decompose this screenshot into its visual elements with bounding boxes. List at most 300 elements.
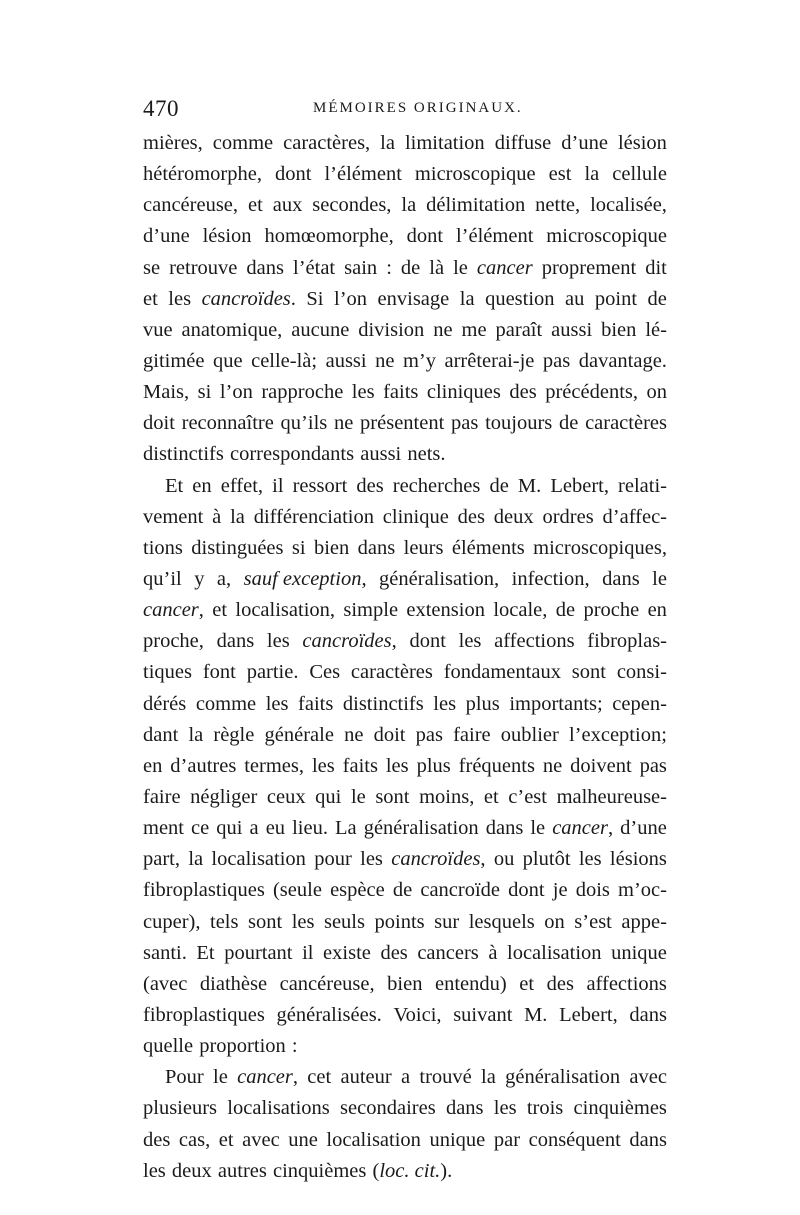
text-line (143, 875, 667, 906)
word: avec (629, 1066, 667, 1089)
word: en (647, 599, 667, 622)
word: la (380, 132, 395, 154)
word: doit (373, 723, 406, 746)
word: fibroplas- (587, 630, 667, 653)
word: malheureuse- (556, 785, 667, 808)
word: le (652, 567, 667, 590)
word: d’autres (170, 754, 237, 777)
word: distinguées (191, 536, 284, 559)
word: avec (242, 1128, 280, 1151)
word: font (202, 661, 236, 684)
word: secondaires (340, 1097, 436, 1120)
word: sont (247, 910, 283, 933)
word: toujours (485, 412, 553, 435)
word: des (546, 972, 574, 995)
word: dans (602, 567, 640, 590)
word: cancer, (237, 1066, 298, 1089)
word: suivant (453, 1003, 513, 1026)
word: nette, (535, 194, 581, 217)
text-line (143, 751, 667, 782)
word: cancroïdes. (201, 287, 296, 310)
word: et (483, 785, 499, 808)
text-line (143, 253, 667, 284)
word: sauf exception, (243, 567, 367, 590)
word: je (552, 879, 568, 902)
word: les (385, 754, 409, 777)
text-line (143, 626, 667, 657)
word: Ces (309, 661, 341, 684)
text-line (143, 844, 667, 875)
word: dont (406, 225, 444, 248)
word: mières, (143, 132, 203, 154)
word: extension (406, 599, 485, 622)
word: s’est (574, 910, 612, 933)
word: les (266, 630, 290, 653)
word: aussi (551, 318, 593, 341)
word: dans (629, 1128, 667, 1151)
word: des (380, 941, 408, 964)
word: bien (601, 318, 637, 341)
word: et (247, 194, 263, 217)
word: est (548, 163, 572, 186)
word: localisation (507, 941, 602, 964)
word: ne (542, 754, 563, 777)
word: l’élément (455, 225, 534, 248)
text-line (143, 1000, 667, 1031)
word: dois (575, 879, 610, 902)
word: localisée, (590, 194, 667, 217)
word: la (230, 505, 245, 528)
word: et (218, 1128, 234, 1151)
word: lésion (202, 225, 252, 248)
text-line (143, 595, 667, 626)
word: ne (375, 349, 395, 372)
word: les (360, 848, 383, 871)
word: aucune (291, 318, 350, 341)
body-text (143, 128, 667, 1187)
word: santi. (143, 941, 187, 964)
word: différenciation (253, 505, 374, 528)
word: éléments (451, 536, 525, 559)
word: ne (333, 412, 354, 435)
word: anatomique, (181, 318, 283, 341)
word: a (249, 817, 259, 840)
word: règle (213, 723, 255, 746)
word: bien (387, 972, 423, 995)
word: dans (629, 1003, 667, 1026)
word: de (555, 599, 576, 622)
word: hétéromorphe, (143, 163, 262, 186)
word: le (530, 817, 546, 840)
word: les (168, 287, 192, 310)
word: on (646, 381, 667, 404)
word: les (578, 848, 602, 871)
word: deux (171, 1159, 212, 1182)
word: généralisées. (276, 1003, 382, 1026)
text-line (143, 315, 667, 346)
text-line (143, 128, 667, 159)
word: me (461, 318, 487, 341)
word: cancroïdes, (302, 630, 397, 653)
word: termes, (244, 754, 305, 777)
word: aussi (325, 349, 367, 372)
text-line (143, 471, 667, 502)
word: simple (343, 599, 399, 622)
word: plus (416, 754, 451, 777)
word: il (302, 941, 314, 964)
word: les (291, 910, 315, 933)
word: recherches (392, 474, 481, 497)
word: ordres (542, 505, 594, 528)
text-line (143, 533, 667, 564)
word: les (265, 692, 289, 715)
text-line (143, 564, 667, 595)
word: trois (526, 1097, 564, 1120)
word: relati- (618, 474, 667, 497)
word: La (335, 817, 357, 840)
text-line (143, 813, 667, 844)
word: lesquels (468, 910, 535, 933)
word: lieu. (292, 817, 328, 840)
word: le (453, 256, 468, 279)
word: lésion (617, 132, 667, 154)
word: de (558, 412, 579, 435)
word: cancéreuse, (279, 972, 375, 995)
word: dans (485, 817, 524, 840)
word: et (143, 287, 158, 310)
word: limitation (404, 132, 485, 154)
word: caractères (350, 661, 433, 684)
word: faits (383, 381, 419, 404)
word: et (212, 599, 228, 622)
word: ceux (266, 785, 306, 808)
word: caractères, (283, 132, 371, 154)
word: Et (196, 941, 215, 964)
word: aussi (360, 443, 402, 466)
word: : (386, 256, 392, 279)
text-line (143, 969, 667, 1000)
word: division (358, 318, 425, 341)
word: cliniques (426, 381, 501, 404)
word: cinquièmes (273, 1159, 367, 1182)
word: points (374, 910, 425, 933)
word: une (288, 1128, 318, 1151)
word: la (401, 194, 417, 217)
word: y (194, 567, 205, 590)
word: fréquents (458, 754, 535, 777)
word: les (433, 692, 457, 715)
word: si (197, 381, 212, 404)
word: la (188, 848, 204, 871)
word: les (493, 1097, 517, 1120)
word: localisation (326, 1128, 421, 1151)
word: des (509, 381, 537, 404)
word: sur (434, 910, 460, 933)
word: générale (264, 723, 334, 746)
word: la (188, 723, 204, 746)
word: cancer (476, 256, 533, 279)
word: d’affec- (602, 505, 667, 528)
word: Pour (165, 1066, 204, 1089)
word: dont (275, 163, 312, 186)
word: pourtant (224, 941, 293, 964)
word: reconnaître (181, 412, 274, 435)
word: si (291, 536, 306, 559)
text-line (143, 689, 667, 720)
text-line (143, 284, 667, 315)
word: dérés (143, 692, 187, 715)
word: l’exception; (568, 723, 667, 746)
word: généralisation (363, 817, 479, 840)
word: existe (323, 941, 371, 964)
word: : (291, 1035, 298, 1058)
word: envisage (377, 287, 450, 310)
text-line (143, 190, 667, 221)
word: qui (216, 817, 243, 840)
word: de (392, 879, 413, 902)
word: l’on (334, 287, 368, 310)
word: clinique (382, 505, 449, 528)
word: pas (639, 754, 667, 777)
word: les (458, 630, 482, 653)
word: localisation (211, 848, 306, 871)
word: Mais, (143, 381, 190, 404)
word: qu’ils (280, 412, 328, 435)
word: négliger (190, 785, 258, 808)
word: Voici, (393, 1003, 442, 1026)
word: importants; (509, 692, 603, 715)
text-line (143, 502, 667, 533)
word: m’y (402, 349, 436, 372)
word: a (400, 1066, 411, 1089)
word: (seule (272, 879, 322, 902)
word: faire (143, 785, 181, 808)
word: ressort (292, 474, 348, 497)
word: il (272, 474, 284, 497)
word: sain (344, 256, 378, 279)
text-line (143, 907, 667, 938)
text-line (143, 938, 667, 969)
word: pour (314, 848, 352, 871)
word: partie. (246, 661, 299, 684)
word: plusieurs (143, 1097, 218, 1120)
word: le (213, 1066, 228, 1089)
word: délimitation (426, 194, 526, 217)
word: à (488, 941, 498, 964)
word: sont (571, 661, 606, 684)
word: dont (508, 879, 545, 902)
word: généralisation (505, 1066, 621, 1089)
word: qu’il (143, 567, 182, 590)
word: cancer, (552, 817, 614, 840)
word: la (481, 1066, 496, 1089)
word: que (212, 349, 243, 372)
word: distinctifs (143, 443, 224, 466)
word: au (565, 287, 585, 310)
word: généralisation, (379, 567, 500, 590)
word: m’oc- (618, 879, 667, 902)
word: fibroplastiques (143, 1003, 265, 1026)
word: entendu) (435, 972, 507, 995)
word: comme (195, 692, 257, 715)
word: ne (433, 318, 453, 341)
word: de (489, 474, 509, 497)
word: de (400, 256, 421, 279)
word: cellule (612, 163, 667, 186)
word: seuls (323, 910, 365, 933)
word: microscopique (414, 163, 536, 186)
word: cinquièmes (573, 1097, 667, 1120)
word: diathèse (199, 972, 268, 995)
word: faire (453, 723, 491, 746)
word: proche (583, 599, 640, 622)
word: (loc. cit.). (372, 1159, 453, 1182)
word: part, (143, 848, 180, 871)
word: fibroplastiques (143, 879, 265, 902)
word: espèce (330, 879, 385, 902)
text-line (143, 377, 667, 408)
word: cancéreuse, (143, 194, 239, 217)
word: dans (246, 256, 284, 279)
word: retrouve (169, 256, 238, 279)
word: caractères (585, 412, 667, 435)
text-line (143, 221, 667, 252)
word: aux (272, 194, 303, 217)
text-line (143, 159, 667, 190)
word: quelle (143, 1035, 194, 1058)
word: pas (415, 723, 443, 746)
word: leurs (403, 536, 444, 559)
word: auteur (340, 1066, 392, 1089)
word: cancers (417, 941, 479, 964)
word: M. (517, 474, 542, 497)
word: les (351, 381, 375, 404)
word: gitimée (143, 349, 205, 372)
word: ce (191, 817, 210, 840)
word: dans (357, 536, 396, 559)
word: locale, (493, 599, 548, 622)
word: qui (315, 785, 342, 808)
word: vement (143, 505, 204, 528)
word: doit (143, 412, 175, 435)
word: davantage. (578, 349, 667, 372)
word: celle-là; (251, 349, 318, 372)
word: effet, (220, 474, 264, 497)
text-line (143, 1093, 667, 1124)
word: on (544, 910, 565, 933)
word: distinctifs (342, 692, 424, 715)
word: ment (143, 817, 184, 840)
word: deux (493, 505, 534, 528)
text-line (143, 782, 667, 813)
page-header (143, 96, 667, 126)
word: d’une (620, 817, 667, 840)
word: eu (265, 817, 286, 840)
text-line (143, 408, 667, 439)
word: cuper), (143, 910, 201, 933)
word: pas (542, 349, 571, 372)
word: lé- (645, 318, 667, 341)
word: la (584, 163, 600, 186)
word: cancer, (143, 599, 204, 622)
word: arrêterai-je (444, 349, 535, 372)
word: et (519, 972, 535, 995)
word: les (311, 754, 335, 777)
word: Lebert, (550, 474, 609, 497)
word: microscopique (546, 225, 667, 248)
word: tions (143, 536, 183, 559)
word: là (429, 256, 445, 279)
word: dont (409, 630, 446, 653)
word: question (485, 287, 555, 310)
word: localisations (227, 1097, 330, 1120)
word: (avec (143, 972, 188, 995)
running-head: MÉMOIRES ORIGINAUX. (313, 100, 523, 116)
word: microscopiques, (533, 536, 667, 559)
word: dans (216, 630, 255, 653)
word: Lebert, (559, 1003, 618, 1026)
word: précédents, (545, 381, 638, 404)
word: les (143, 1159, 166, 1182)
word: consi- (616, 661, 667, 684)
word: vue (143, 318, 173, 341)
word: appe- (621, 910, 667, 933)
word: homœomorphe, (264, 225, 394, 248)
word: des (143, 1128, 171, 1151)
word: autres (217, 1159, 267, 1182)
word: conséquent (528, 1128, 621, 1151)
word: l’on (219, 381, 253, 404)
word: dant (143, 723, 179, 746)
word: d’une (561, 132, 608, 154)
page-number: 470 (143, 96, 179, 121)
word: diffuse (494, 132, 552, 154)
word: pas (451, 412, 479, 435)
word: dans (445, 1097, 484, 1120)
word: plutôt (522, 848, 571, 871)
word: a, (216, 567, 232, 590)
word: paraît (495, 318, 543, 341)
word: proche, (143, 630, 204, 653)
word: plus (465, 692, 500, 715)
word: cancroïdes, (391, 848, 486, 871)
word: moins, (419, 785, 475, 808)
word: affections (586, 972, 667, 995)
word: localisation, (235, 599, 336, 622)
word: en (143, 754, 163, 777)
word: point (594, 287, 638, 310)
word: cepen- (612, 692, 667, 715)
word: présentent (360, 412, 445, 435)
word: M. (524, 1003, 548, 1026)
text-line (143, 346, 667, 377)
word: se (143, 256, 161, 279)
word: correspondants (230, 443, 355, 466)
word: rapproche (261, 381, 344, 404)
word: nets. (407, 443, 446, 466)
word: ou (493, 848, 515, 871)
text-line (143, 1156, 667, 1187)
text-line (143, 1062, 667, 1093)
word: des (457, 505, 485, 528)
text-line (143, 1125, 667, 1156)
word: ne (344, 723, 364, 746)
word: d’une (143, 225, 190, 248)
word: le (350, 785, 366, 808)
text-line (143, 439, 667, 470)
word: tiques (143, 661, 192, 684)
word: dit (645, 256, 667, 279)
